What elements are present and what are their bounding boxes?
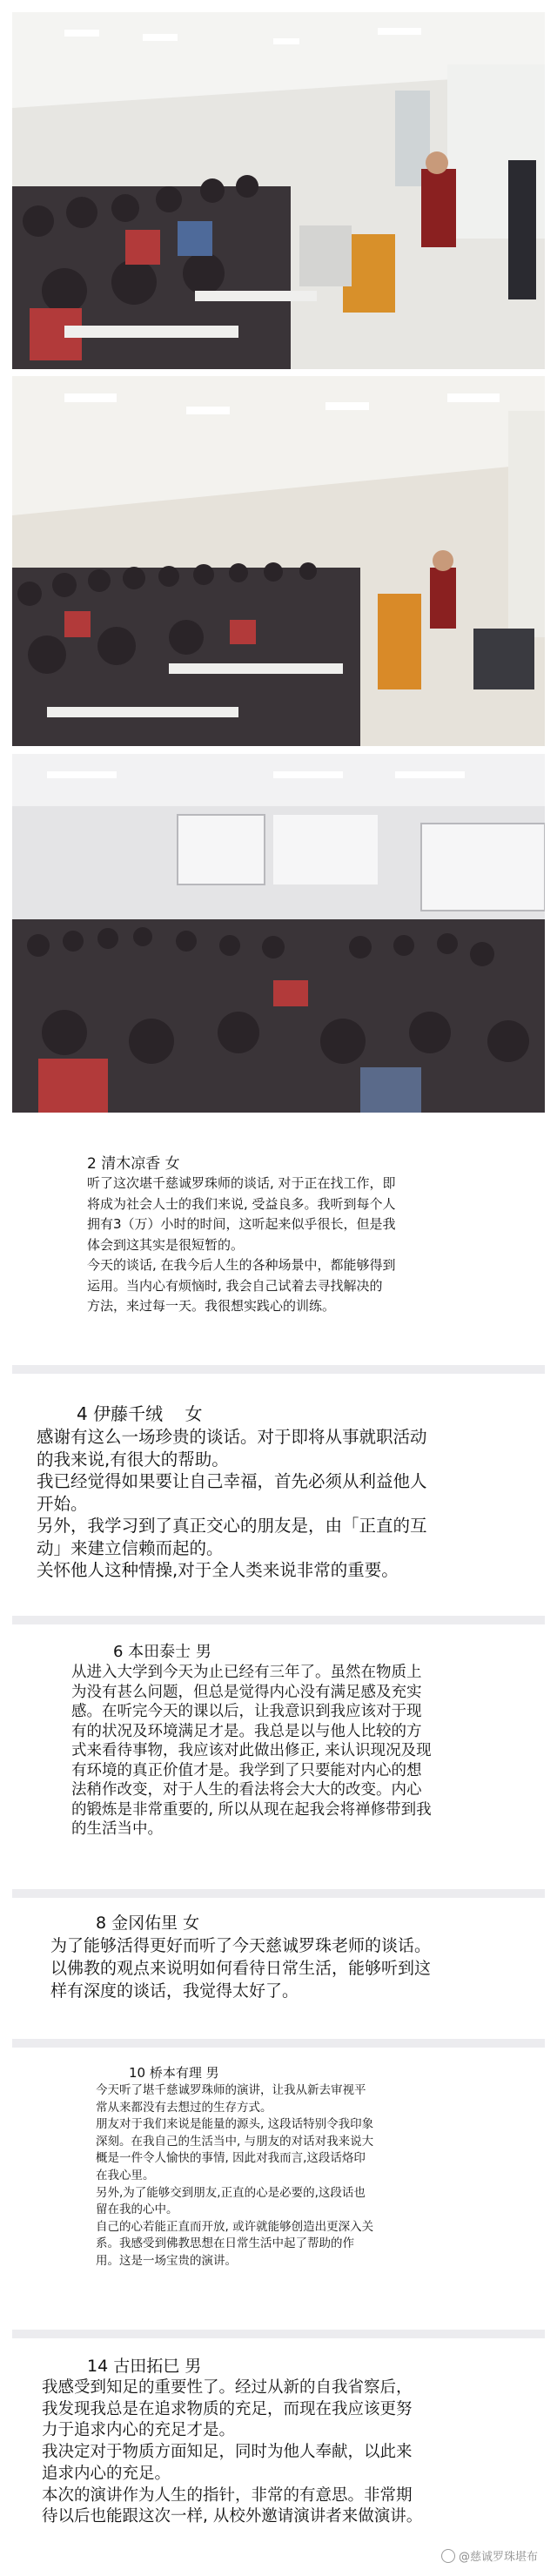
comment-line: 开始。 (37, 1493, 88, 1514)
section-divider (12, 2330, 545, 2338)
comment-line: 运用。当内心有烦恼时, 我会自己试着去寻找解决的 (87, 1277, 383, 1294)
comment-line: 感谢有这么一场珍贵的谈话。对于即将从事就职活动 (37, 1427, 427, 1447)
comment-line: 为没有甚么问题，但总是觉得内心没有满足感及充实 (71, 1683, 422, 1701)
student-name: 14 古田拓巳 男 (87, 2357, 202, 2376)
comment-line: 的生活当中。 (71, 1820, 163, 1838)
comment-line: 以佛教的观点来说明如何看待日常生活，能够听到这 (50, 1959, 432, 1978)
comment-line: 系。我感受到佛教思想在日常生活中起了帮助的作 (96, 2236, 354, 2251)
student-comment-2 (87, 1154, 396, 1317)
section-divider (12, 1616, 545, 1624)
comment-body (96, 2082, 373, 2270)
comment-body (71, 1663, 432, 1840)
comment-line: 法稍作改变，对于人生的看法将会大大的改变。内心 (71, 1781, 422, 1799)
comment-line: 朋友对于我们来说是能量的源头, 这段话特别令我印象 (96, 2117, 374, 2132)
section-divider (12, 1889, 545, 1898)
section-divider (12, 2039, 545, 2048)
student-name: 6 本田泰士 男 (113, 1643, 211, 1661)
comment-line: 自己的心若能正直而开放, 或许就能够创造出更深入关 (96, 2219, 374, 2234)
comment-line: 常从来都没有去想过的生存方式。 (96, 2100, 272, 2115)
comment-line: 有的状况及环境满足才是。我总是以与他人比较的方 (71, 1722, 422, 1740)
comment-line: 另外,为了能够交到朋友,正直的心是必要的,这段话也 (96, 2185, 366, 2200)
student-comment-10 (96, 2063, 373, 2270)
comment-body (87, 1174, 396, 1317)
comment-line: 力于追求内心的充足才是。 (42, 2421, 236, 2440)
comment-line: 式来看待事物，我应该对此做出修正, 来认识现况及现 (71, 1742, 432, 1759)
comment-body (50, 1934, 431, 2002)
comment-line: 将成为社会人士的我们来说, 受益良多。我听到每个人 (87, 1195, 396, 1212)
comment-line: 我已经觉得如果要让自己幸福，首先必须从利益他人 (37, 1471, 427, 1491)
student-name: 4 伊藤千绒 女 (77, 1403, 203, 1424)
comment-line: 感。在听完今天的课以后，让我意识到我应该对于现 (71, 1703, 422, 1720)
watermark (441, 2547, 538, 2564)
student-name: 2 清木凉香 女 (87, 1155, 180, 1173)
comment-line: 本次的演讲作为人生的指针，非常的有意思。非常期 (42, 2485, 413, 2505)
comment-line: 另外，我学习到了真正交心的朋友是，由「正直的互 (37, 1516, 427, 1536)
comment-line: 深刻。在我自己的生活当中, 与朋友的对话对我来说大 (96, 2134, 374, 2149)
student-name: 10 桥本有理 男 (129, 2065, 219, 2081)
comment-line: 体会到这其实是很短暂的。 (87, 1236, 245, 1253)
comment-line: 我决定对于物质方面知足，同时为他人奉献，以此来 (42, 2443, 413, 2462)
comment-line: 拥有3（万）小时的时间，这听起来似乎很长，但是我 (87, 1216, 396, 1232)
comment-line: 今天的谈话, 在我今后人生的各种场景中，都能够得到 (87, 1257, 396, 1273)
comment-line: 样有深度的谈话，我觉得太好了。 (50, 1981, 299, 2001)
watermark-text: @慈诚罗珠堪布 (458, 2551, 538, 2564)
comment-line: 的我来说,有很大的帮助。 (37, 1449, 229, 1470)
comment-line: 用。这是一场宝贵的演讲。 (96, 2253, 237, 2268)
student-comment-6 (71, 1641, 432, 1840)
section-divider (12, 1365, 545, 1374)
lecture-photo-2 (12, 376, 545, 746)
comment-line: 有环境的真正价值才是。我学到了只要能对内心的想 (71, 1761, 422, 1779)
comment-line: 我感受到知足的重要性了。经过从新的自我省察后， (42, 2378, 413, 2397)
comment-line: 听了这次堪千慈诚罗珠师的谈话, 对于正在找工作，即 (87, 1175, 396, 1191)
comment-line: 我发现我总是在追求物质的充足，而现在我应该更努 (42, 2399, 413, 2418)
student-comment-14 (42, 2355, 422, 2528)
comment-line: 为了能够活得更好而听了今天慈诚罗珠老师的谈话。 (50, 1936, 432, 1955)
comment-line: 追求内心的充足。 (42, 2464, 171, 2483)
comment-line: 关怀他人这种情操,对于全人类来说非常的重要。 (37, 1560, 399, 1580)
lecture-photo-1 (12, 12, 545, 369)
comment-line: 概是一件令人愉快的事情, 因此对我而言,这段话烙印 (96, 2151, 366, 2166)
weibo-icon (441, 2549, 455, 2563)
comment-line: 的锻炼是非常重要的, 所以从现在起我会将禅修带到我 (71, 1800, 432, 1819)
student-comment-8 (50, 1912, 431, 2002)
student-comment-4 (37, 1402, 427, 1582)
comment-line: 留在我的心中。 (96, 2203, 178, 2217)
comment-line: 从进入大学到今天为止已经有三年了。虽然在物质上 (71, 1664, 422, 1681)
comment-line: 动」来建立信赖而起的。 (37, 1537, 224, 1558)
lecture-photo-3 (12, 754, 545, 1113)
comment-line: 在我心里。 (96, 2168, 155, 2183)
comment-body (37, 1426, 427, 1582)
comment-body (42, 2378, 422, 2528)
comment-line: 待以后也能跟这次一样, 从校外邀请演讲者来做演讲。 (42, 2507, 423, 2526)
comment-line: 方法，来过每一天。我很想实践心的训练。 (87, 1298, 336, 1314)
comment-line: 今天听了堪千慈诚罗珠师的演讲，让我从新去审视平 (96, 2083, 366, 2097)
student-name: 8 金冈佑里 女 (96, 1914, 200, 1933)
